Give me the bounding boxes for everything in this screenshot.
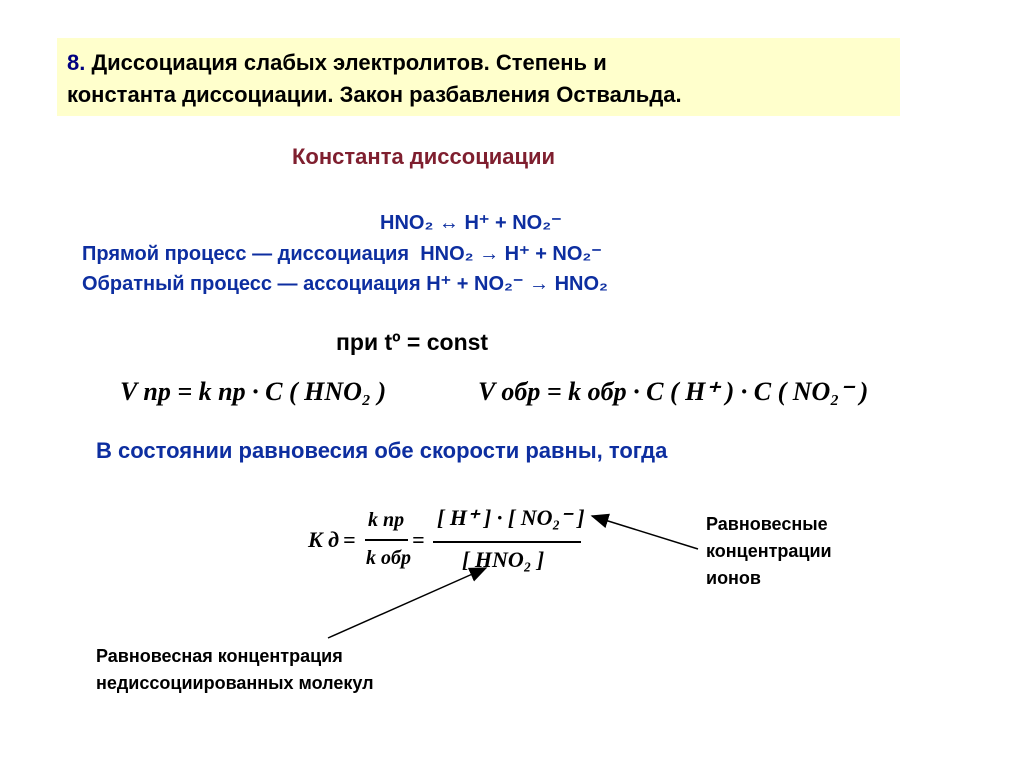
title-text-1: Диссоциация слабых электролитов. Степень и	[91, 50, 607, 75]
forward-rate-equation: V пр = k пр · C ( HNO₂ )	[120, 377, 387, 406]
equals-sign-1: =	[343, 527, 356, 552]
rate-ratio-denominator: k обр	[366, 547, 411, 569]
section-number: 8.	[67, 50, 86, 75]
title-line-2: константа диссоциации. Закон разбавления Оствальда.	[67, 82, 682, 107]
ions-note-line-1: Равновесные	[706, 514, 828, 534]
molecules-note-line-1: Равновесная концентрация	[96, 646, 343, 666]
page-subtitle: Константа диссоциации	[292, 144, 556, 169]
molecules-note	[96, 643, 374, 697]
ions-note-line-2: концентрации	[706, 541, 832, 561]
constant-lhs: K д	[308, 527, 340, 552]
ions-note	[706, 511, 832, 592]
molecules-arrow	[328, 568, 486, 638]
concentration-denominator: [ HNO₂ ]	[462, 547, 545, 572]
ions-note-line-3: ионов	[706, 568, 761, 588]
reverse-label: Обратный процесс — ассоциация	[82, 273, 421, 295]
forward-equation: HNO₂ → H⁺ + NO₂⁻	[420, 243, 602, 265]
molecules-note-line-2: недиссоциированных молекул	[96, 673, 374, 693]
equilibrium-statement: В состоянии равновесия обе скорости равны, тогда	[96, 438, 668, 463]
reverse-equation: H⁺ + NO₂⁻ → HNO₂	[426, 273, 608, 295]
concentration-numerator: [ H⁺ ] · [ NO₂⁻ ]	[437, 505, 585, 530]
forward-label: Прямой процесс — диссоциация	[82, 243, 410, 265]
rate-ratio-numerator: k пр	[368, 509, 405, 531]
reaction-base: HNO₂ ↔ H⁺ + NO₂⁻	[380, 212, 562, 234]
ions-arrow	[592, 516, 698, 549]
reverse-rate-equation: V обр = k обр · C ( H⁺ ) · C ( NO₂⁻ )	[478, 377, 869, 406]
temperature-condition: при tº = const	[336, 329, 489, 355]
equals-sign-2: =	[412, 527, 425, 552]
